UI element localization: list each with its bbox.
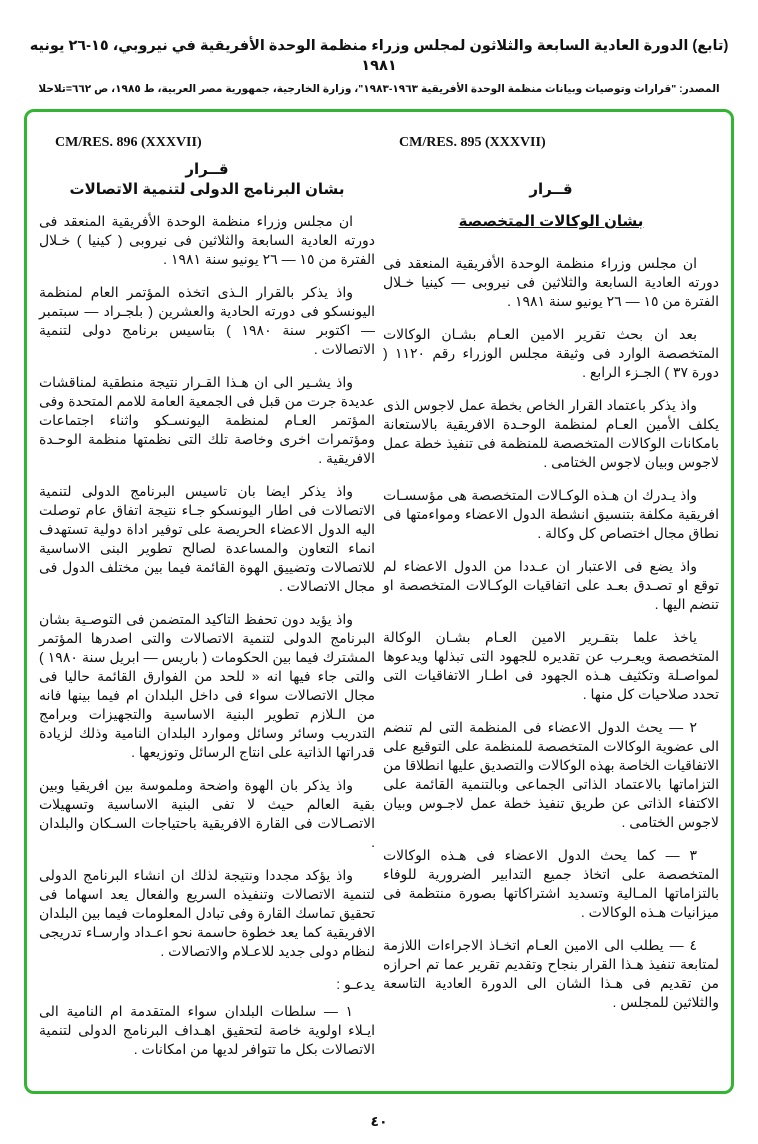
- paragraph: واذ يضع فى الاعتبار ان عـددا من الدول الاعضاء لم توقع او تصـدق بعـد على اتفاقيات الوكـالات المتخصصة او تنضم اليها .: [383, 558, 719, 612]
- resolution-subject: بشان الوكالات المتخصصة: [458, 213, 644, 230]
- paragraph: واذ يشـير الى ان هـذا القـرار نتيجة منطقية لمناقشات عديدة جرت من قبل فى الجمعية العامة للامم المتحدة وفى المؤتمر العـام لمنظمة اليونسـكو واثناء اجتماعات ومؤتمرات اخرى وخاصة تلك التى نظمتها منظمة الوحـدة الافريقية .: [39, 374, 375, 466]
- paragraph: ٣ — كما يحث الدول الاعضاء فى هـذه الوكالات المتخصصة على اتخاذ جميع التدابير الضرورية للوفاء بالتزاماتها المـالية وتسديد اشتراكاتها بصورة منتظمة فى ميزانيات هـذه الوكالات .: [383, 847, 719, 920]
- resolution-heading: قــرار: [529, 181, 573, 198]
- paragraph: واذ يذكر بالقرار الـذى اتخذه المؤتمر العام لمنظمة اليونسكو فى دورته الحادية والعشرين ( بلجـراد — سبتمبر — اكتوبر سنة ١٩٨٠ ) بتاسيس برنامج دولى لتنمية الاتصالات .: [39, 284, 376, 357]
- paragraph: ٢ — يحث الدول الاعضاء فى المنظمة التى لم تنضم الى عضوية الوكالات المتخصصة للمنظمة على التوقيع على الاتفاقيات الخاصة بهذه الوكالات والتصديق عليها انطلاقا من التزاماتها بالاعتماد الذاتى الجماعى وبالتنمية القائمة على الاكتفاء الذاتى عن طريق تنفيذ خطة عمل لاجـوس وبيان لاجوس الختامى .: [383, 719, 719, 830]
- resolution-896-column: [39, 134, 375, 1073]
- paragraph: واذ يـدرك ان هـذه الوكـالات المتخصصة هى مؤسسـات افريقية مكلفة بتنسيق انشطة الدول الاعضاء ومواءمتها فى نطاق مجال اختصاص كل وكالة .: [383, 487, 719, 541]
- paragraph: واذ يذكر بان الهوة واضحة وملموسة بين افريقيا وبين بقية العالم حيث لا تفى البنية الاساسية وتسهيلات الاتصـالات فى القارة الافريقية باحتياجات السـكان والبلدان .: [39, 777, 375, 850]
- paragraph: واذ يؤكد مجددا ونتيجة لذلك ان انشاء البرنامج الدولى لتنمية الاتصالات وتنفيذه السريع والفعال يعد اسهاما فى تحقيق تماسك القارة وفى تبادل المعلومات فيما بين البلدان الافريقية كما يعد خطوة حاسمة نحو اعـداد وارسـاء تدريجى لنظام دولى جديد للاعـلام والاتصالات .: [39, 867, 375, 959]
- paragraph: بعد ان بحث تقرير الامين العـام بشـان الوكالات المتخصصة الوارد فى وثيقة مجلس الوزراء رقم ١١٢٠ ( دورة ٣٧ ) الجـزء الرابع .: [383, 326, 719, 380]
- page-number: ٤٠: [370, 1113, 388, 1129]
- paragraph: ان مجلس وزراء منظمة الوحدة الأفريقية المنعقد فى دورته العادية السابعة والثلاثين فى نيروبى — كينيا خـلال الفترة من ١٥ — ٢٦ يونيو سنة ١٩٨١ .: [383, 255, 719, 309]
- resolution-895-column: [383, 134, 719, 1026]
- paragraph: ٤ — يطلب الى الامين العـام اتخـاذ الاجراءات اللازمة لمتابعة تنفيذ هـذا القرار بنجاح وتقديم تقرير عما تم احرازه من تقديم فى هـذا الشان الى الدورة العادية التاسعة والثلاثين للمجلس .: [383, 937, 719, 1010]
- paragraph: ١ — سلطات البلدان سواء المتقدمة ام النامية الى ايـلاء اولوية خاصة لتحقيق اهـداف البرنامج الدولى لتنمية الاتصالات بكل ما تتوافر لديها من امكانات .: [39, 1003, 375, 1057]
- paragraph: واذ يذكر باعتماد القرار الخاص بخطة عمل لاجوس الذى يكلف الأمين العـام لمنظمة الوحـدة الافريقية بالاستعانة بامكانات الوكالات المتخصصة للمنظمة فى تنفيذ خطة عمل لاجوس وبيان لاجوس الختامى .: [383, 397, 719, 470]
- resolution-subject: بشان البرنامج الدولى لتنمية الاتصالات: [69, 181, 345, 198]
- document-title: (تابع) الدورة العادية السابعة والثلاثون لمجلس وزراء منظمة الوحدة الأفريقية في نيروبي، ١٥-٢٦ يونيه ١٩٨١: [29, 38, 729, 74]
- source-citation: المصدر: "قرارات وتوصيات وبيانات منظمة الوحدة الأفريقية ١٩٦٣-١٩٨٣"، وزارة الخارجية، جمهورية مصر العربية، ط ١٩٨٥، ص ٦٦٢=تلاحلا: [38, 83, 720, 95]
- paragraph: ان مجلس وزراء منظمة الوحدة الأفريقية المنعقد فى دورته العادية السابعة والثلاثين فى نيروبى ( كينيا ) خـلال الفترة من ١٥ — ٢٦ يونيو سنة ١٩٨١ .: [39, 213, 375, 267]
- resolution-heading: قــرار: [185, 161, 229, 178]
- resolution-code: CM/RES. 895 (XXXVII): [399, 135, 546, 150]
- resolution-code: CM/RES. 896 (XXXVII): [55, 135, 202, 150]
- content-frame: [24, 109, 734, 1094]
- paragraph: واذ يؤيد دون تحفظ التاكيد المتضمن فى التوصـية بشان البرنامج الدولى لتنمية الاتصالات والتى اصدرها المؤتمر المشترك فيما بين الحكومات ( باريس — ابريل سنة ١٩٨٠ ) والتى جاء فيها انه « للحد من الفوارق القائمة حاليا فى مجال الاتصالات سواء فى داخل البلدان ام فيما بينها فانه من الـلازم تطوير البنية الاساسية والتجهيزات وبرامج التدريب وسائر وسائل وموارد البلدان النامية وذلك لزيادة قدراتها الذاتية على انتاج الرسائل وتوزيعها .: [39, 611, 375, 760]
- paragraph: واذ يذكر ايضا بان تاسيس البرنامج الدولى لتنمية الاتصالات فى اطار اليونسكو جـاء نتيجة اتفاق عام توصلت اليه الدول الاعضاء الحريصة على توفير اداة دولية تستهدف انماء التعاون والمساعدة لصالح تطوير البنى الاساسية للاتصالات وتضييق الهوة القائمة فيما بين مختلف الدول فى مجال الاتصالات .: [39, 483, 375, 594]
- paragraph: ياخذ علما بتقـرير الامين العـام بشـان الوكالة المتخصصة ويعـرب عن تقديره للجهود التى تبذلها ويدعوها لمواصـلة وتكثيف هـذه الجهود فى اطـار الاتفاقيات التى تحدد صلاحيات كل منها .: [383, 629, 719, 702]
- operative-intro: يدعـو :: [336, 976, 375, 992]
